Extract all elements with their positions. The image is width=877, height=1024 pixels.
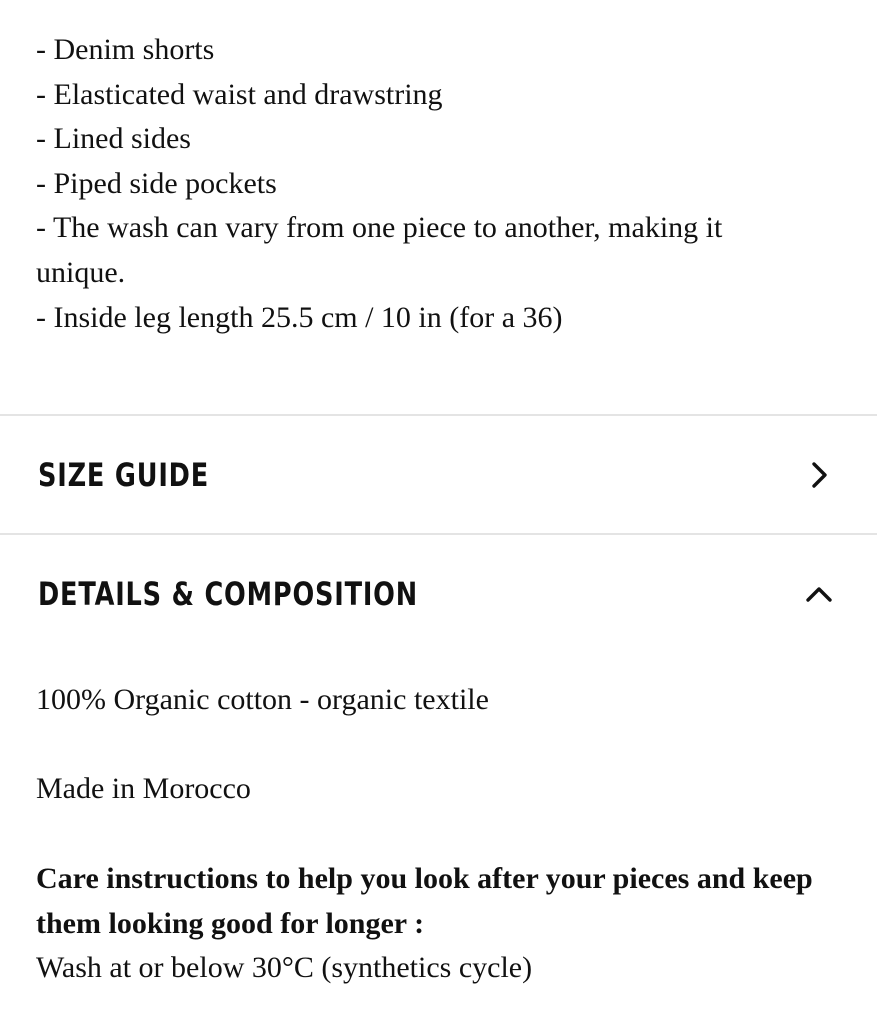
divider — [0, 533, 877, 535]
details-composition-title: DETAILS & COMPOSITION — [38, 575, 418, 613]
care-heading: Care instructions to help you look after your pieces and keep them looking good for longer : — [36, 862, 813, 940]
chevron-right-icon — [805, 461, 833, 489]
description-line: - Elasticated waist and drawstring — [36, 77, 443, 111]
details-composition-accordion[interactable] — [0, 536, 877, 652]
origin-section — [36, 767, 836, 812]
chevron-up-icon — [805, 580, 833, 608]
care-wash-text: Wash at or below 30°C (synthetics cycle) — [36, 951, 533, 985]
size-guide-title: SIZE GUIDE — [38, 456, 209, 494]
description-line: - Inside leg length 25.5 cm / 10 in (for a 36) — [36, 300, 563, 334]
details-content — [36, 678, 836, 723]
description-line: - Piped side pockets — [36, 166, 277, 200]
origin-text: Made in Morocco — [36, 772, 251, 805]
description-line: - Denim shorts — [36, 33, 215, 66]
product-description — [36, 28, 836, 340]
description-line: - The wash can vary from one piece to another, making it unique. — [36, 211, 723, 289]
care-section — [36, 857, 836, 991]
composition-text: 100% Organic cotton - organic textile — [36, 683, 489, 716]
description-line: - Lined sides — [36, 122, 191, 156]
size-guide-accordion[interactable] — [0, 417, 877, 533]
divider — [0, 414, 877, 416]
